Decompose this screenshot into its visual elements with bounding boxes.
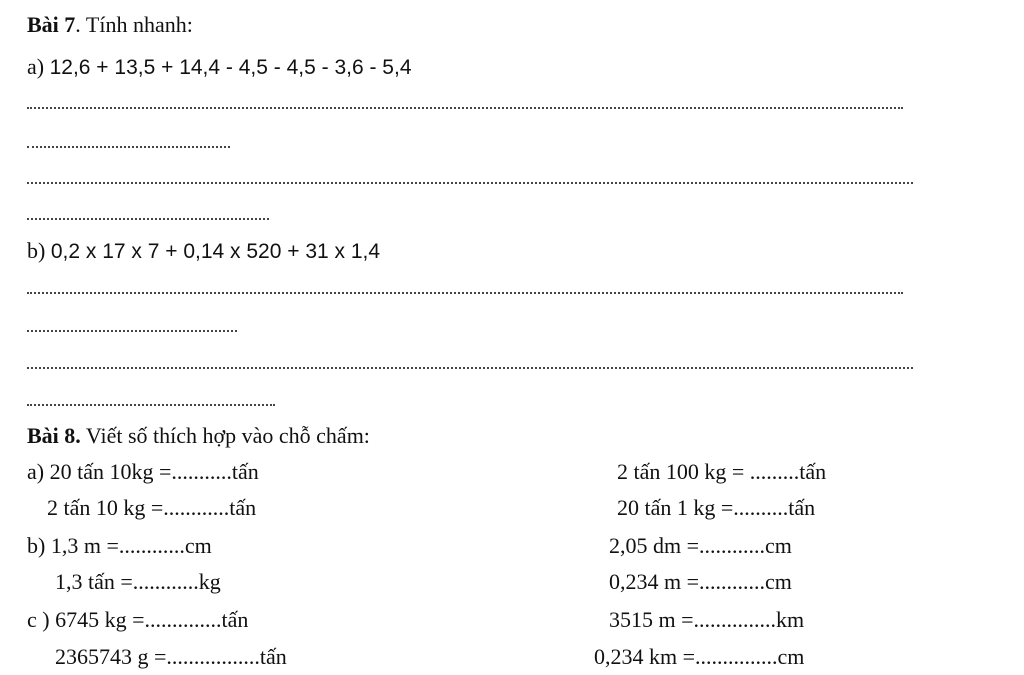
- answer-line-7b-1: [27, 292, 903, 294]
- exercise-7b-expression: 0,2 x 17 x 7 + 0,14 x 520 + 31 x 1,4: [50, 240, 381, 263]
- exercise-7a: [27, 56, 412, 78]
- exercise-7-number: Bài 7: [27, 12, 76, 37]
- exercise-8-number: Bài 8.: [27, 423, 81, 448]
- conversion-item: 0,234 km =...............cm: [594, 644, 805, 669]
- conversion-item: c ) 6745 kg =..............tấn: [27, 607, 249, 632]
- conversion-item: 0,234 m =............cm: [609, 569, 792, 594]
- conversion-item: 2 tấn 10 kg =............tấn: [47, 495, 257, 520]
- exercise-7b-label: b): [27, 238, 46, 263]
- conversion-item: 1,3 tấn =............kg: [55, 569, 221, 594]
- answer-line-7b-4: [27, 404, 275, 406]
- conversion-item: 2365743 g =.................tấn: [55, 644, 287, 669]
- exercise-7a-label: a): [27, 54, 45, 79]
- conversion-item: a) 20 tấn 10kg =...........tấn: [27, 459, 259, 484]
- conversion-item: 2 tấn 100 kg = .........tấn: [617, 459, 827, 484]
- conversion-item: b) 1,3 m =............cm: [27, 533, 212, 558]
- conversion-item: 2,05 dm =............cm: [609, 533, 792, 558]
- exercise-8-instruction: Viết số thích hợp vào chỗ chấm:: [80, 423, 370, 448]
- exercise-7-instruction: . Tính nhanh:: [75, 12, 193, 37]
- answer-line-7a-2: [27, 146, 230, 148]
- exercise-7-title: [27, 14, 193, 36]
- exercise-7a-expression: 12,6 + 13,5 + 14,4 - 4,5 - 4,5 - 3,6 - 5,4: [49, 56, 412, 79]
- conversion-item: 3515 m =...............km: [609, 607, 805, 632]
- answer-line-7a-4: [27, 218, 269, 220]
- answer-line-7a-1: [27, 107, 903, 109]
- answer-line-7b-3: [27, 367, 913, 369]
- answer-line-7b-2: [27, 330, 237, 332]
- exercise-8-title: [27, 425, 370, 447]
- answer-line-7a-3: [27, 182, 913, 184]
- exercise-7b: [27, 240, 380, 262]
- conversion-item: 20 tấn 1 kg =..........tấn: [617, 495, 816, 520]
